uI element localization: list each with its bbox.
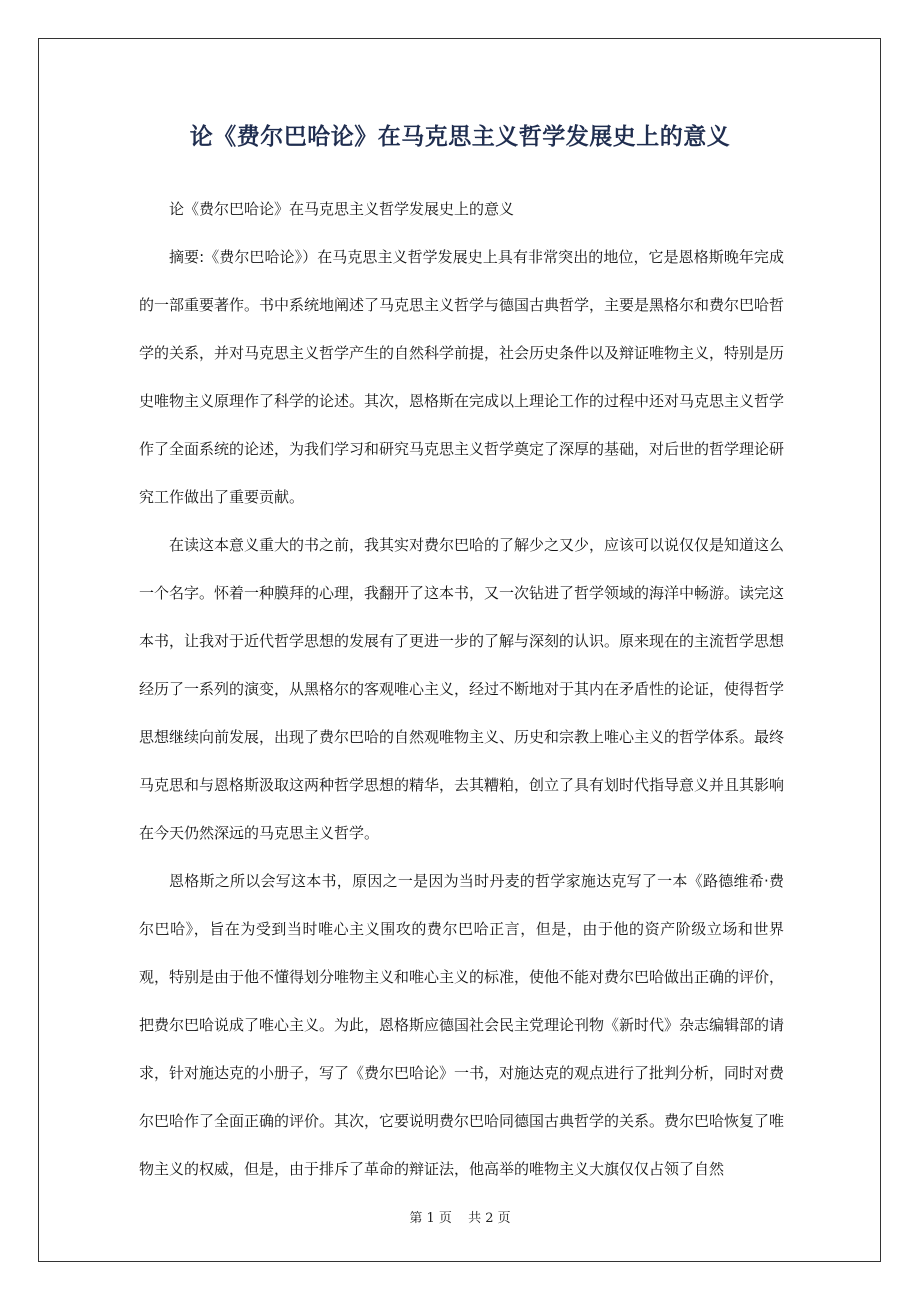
- document-title: 论《费尔巴哈论》在马克思主义哲学发展史上的意义: [189, 124, 731, 150]
- paragraph-background: 恩格斯之所以会写这本书，原因之一是因为当时丹麦的哲学家施达克写了一本《路德维希·费尔巴哈》，旨在为受到当时唯心主义围攻的费尔巴哈正言，但是，由于他的资产阶级立场和世界观，特别是由于他不懂得划分唯物主义和唯心主义的标准，使他不能对费尔巴哈做出正确的评价，把费尔巴哈说成了唯心主义。为此，恩格斯应德国社会民主党理论刊物《新时代》杂志编辑部的请求，针对施达克的小册子，写了《费尔巴哈论》一书，对施达克的观点进行了批判分析，同时对费尔巴哈作了全面正确的评价。其次，它要说明费尔巴哈同德国古典哲学的关系。费尔巴哈恢复了唯物主义的权威，但是，由于排斥了革命的辩证法，他高举的唯物主义大旗仅仅占领了自然: [139, 872, 785, 1178]
- page-number: 第 1 页: [409, 1211, 452, 1226]
- paragraph-abstract: 摘要:《费尔巴哈论》）在马克思主义哲学发展史上具有非常突出的地位，它是恩格斯晚年完成的一部重要著作。书中系统地阐述了马克思主义哲学与德国古典哲学，主要是黑格尔和费尔巴哈哲学的关系，并对马克思主义哲学产生的自然科学前提，社会历史条件以及辩证唯物主义，特别是历史唯物主义原理作了科学的论述。其次，恩格斯在完成以上理论工作的过程中还对马克思主义哲学作了全面系统的论述，为我们学习和研究马克思主义哲学奠定了深厚的基础，对后世的哲学理论研究工作做出了重要贡献。: [139, 248, 785, 506]
- document-body: [139, 185, 784, 1193]
- page-footer: [0, 1207, 920, 1226]
- paragraph-reading: 在读这本意义重大的书之前，我其实对费尔巴哈的了解少之又少，应该可以说仅仅是知道这么一个名字。怀着一种膜拜的心理，我翻开了这本书，又一次钻进了哲学领域的海洋中畅游。读完这本书，让我对于近代哲学思想的发展有了更进一步的了解与深刻的认识。原来现在的主流哲学思想经历了一系列的演变，从黑格尔的客观唯心主义，经过不断地对于其内在矛盾性的论证，使得哲学思想继续向前发展，出现了费尔巴哈的自然观唯物主义、历史和宗教上唯心主义的哲学体系。最终马克思和与恩格斯汲取这两种哲学思想的精华，去其糟粕，创立了具有划时代指导意义并且其影响在今天仍然深远的马克思主义哲学。: [139, 536, 785, 842]
- paragraph-subtitle: 论《费尔巴哈论》在马克思主义哲学发展史上的意义: [169, 200, 515, 218]
- page-total: 共 2 页: [468, 1211, 511, 1226]
